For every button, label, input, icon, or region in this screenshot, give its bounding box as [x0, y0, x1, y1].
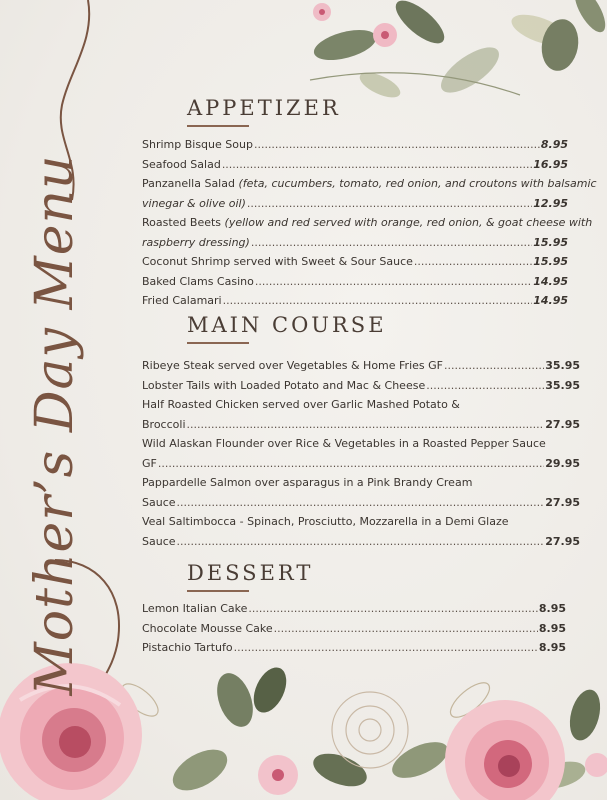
item-price: 8.95 [538, 641, 566, 654]
item-price: 8.95 [538, 602, 566, 615]
menu-script-title: Mother’s Day Menu [25, 154, 85, 696]
item-note: vinegar & olive oil) [142, 196, 246, 210]
item-name: Roasted Beets [142, 216, 222, 229]
item-name: Baked Clams Casino [142, 274, 254, 288]
list-item-cont [142, 493, 580, 513]
item-price: 35.95 [545, 359, 580, 372]
item-price: 12.95 [533, 196, 568, 210]
dot-leader [414, 252, 532, 272]
list-item: Pappardelle Salmon over asparagus in a Pink Brandy Cream [142, 476, 473, 489]
item-name: Seafood Salad [142, 157, 221, 171]
item-price: 16.95 [533, 157, 568, 171]
item-price: 27.95 [545, 534, 580, 548]
main-course-heading: MAIN COURSE [187, 313, 387, 337]
dot-leader [222, 155, 532, 175]
list-item-cont [142, 454, 580, 474]
item-name: Panzanella Salad [142, 177, 235, 190]
item-price: 27.95 [545, 495, 580, 509]
list-item [142, 252, 568, 272]
appetizer-list [142, 135, 597, 311]
item-name: Sauce [142, 534, 176, 548]
dot-leader [274, 619, 538, 639]
item-name: Chocolate Mousse Cake [142, 621, 273, 635]
dot-leader [177, 532, 545, 552]
outline-rose [332, 692, 408, 768]
item-price: 8.95 [540, 138, 568, 151]
list-item-cont [142, 415, 580, 435]
list-item [142, 291, 568, 311]
dessert-heading: DESSERT [187, 561, 314, 585]
dot-leader [254, 135, 540, 155]
item-price: 8.95 [538, 621, 566, 635]
item-note: raspberry dressing) [142, 235, 250, 249]
list-item-cont [142, 532, 580, 552]
list-item-cont [142, 233, 568, 253]
main-course-list [142, 356, 580, 551]
dot-leader [158, 454, 544, 474]
list-item-cont [142, 194, 568, 214]
item-price: 14.95 [533, 294, 568, 307]
dot-leader [426, 376, 544, 396]
item-note: (feta, cucumbers, tomato, red onion, and croutons with balsamic [238, 177, 597, 190]
list-item [142, 638, 566, 658]
dot-leader [444, 356, 544, 376]
list-item [142, 155, 568, 175]
item-price: 35.95 [545, 378, 580, 392]
item-price: 15.95 [533, 235, 568, 249]
dot-leader [255, 272, 532, 292]
dot-leader [234, 638, 538, 658]
pink-rose-right [445, 700, 565, 800]
item-price: 15.95 [533, 255, 568, 268]
dot-leader [251, 233, 532, 253]
list-item [142, 376, 580, 396]
item-name: Ribeye Steak served over Vegetables & Home Fries GF [142, 359, 443, 372]
list-item: Veal Saltimbocca - Spinach, Prosciutto, Mozzarella in a Demi Glaze [142, 515, 509, 528]
dot-leader [177, 493, 545, 513]
list-item [142, 174, 597, 194]
item-name: GF [142, 456, 157, 470]
list-item: Half Roasted Chicken served over Garlic Mashed Potato & [142, 398, 460, 411]
list-item: Wild Alaskan Flounder over Rice & Vegetables in a Roasted Pepper Sauce [142, 437, 546, 450]
list-item [142, 272, 568, 292]
item-name: Broccoli [142, 417, 186, 431]
item-name: Shrimp Bisque Soup [142, 138, 253, 151]
item-name: Fried Calamari [142, 294, 222, 307]
top-leaves [310, 0, 607, 102]
item-name: Pistachio Tartufo [142, 641, 233, 654]
dot-leader [247, 194, 532, 214]
dot-leader [248, 599, 537, 619]
list-item [142, 599, 566, 619]
item-price: 14.95 [533, 274, 568, 288]
item-price: 27.95 [545, 417, 580, 431]
item-name: Lobster Tails with Loaded Potato and Mac & Cheese [142, 378, 426, 392]
dot-leader [187, 415, 545, 435]
appetizer-heading: APPETIZER [187, 96, 341, 120]
list-item [142, 213, 593, 233]
list-item [142, 619, 566, 639]
item-price: 29.95 [545, 456, 580, 470]
list-item [142, 356, 580, 376]
item-name: Coconut Shrimp served with Sweet & Sour Sauce [142, 255, 413, 268]
item-name: Lemon Italian Cake [142, 602, 248, 615]
dot-leader [223, 291, 533, 311]
dessert-list [142, 599, 566, 658]
item-note: (yellow and red served with orange, red onion, & goat cheese with [224, 216, 593, 229]
item-name: Sauce [142, 495, 176, 509]
list-item [142, 135, 568, 155]
